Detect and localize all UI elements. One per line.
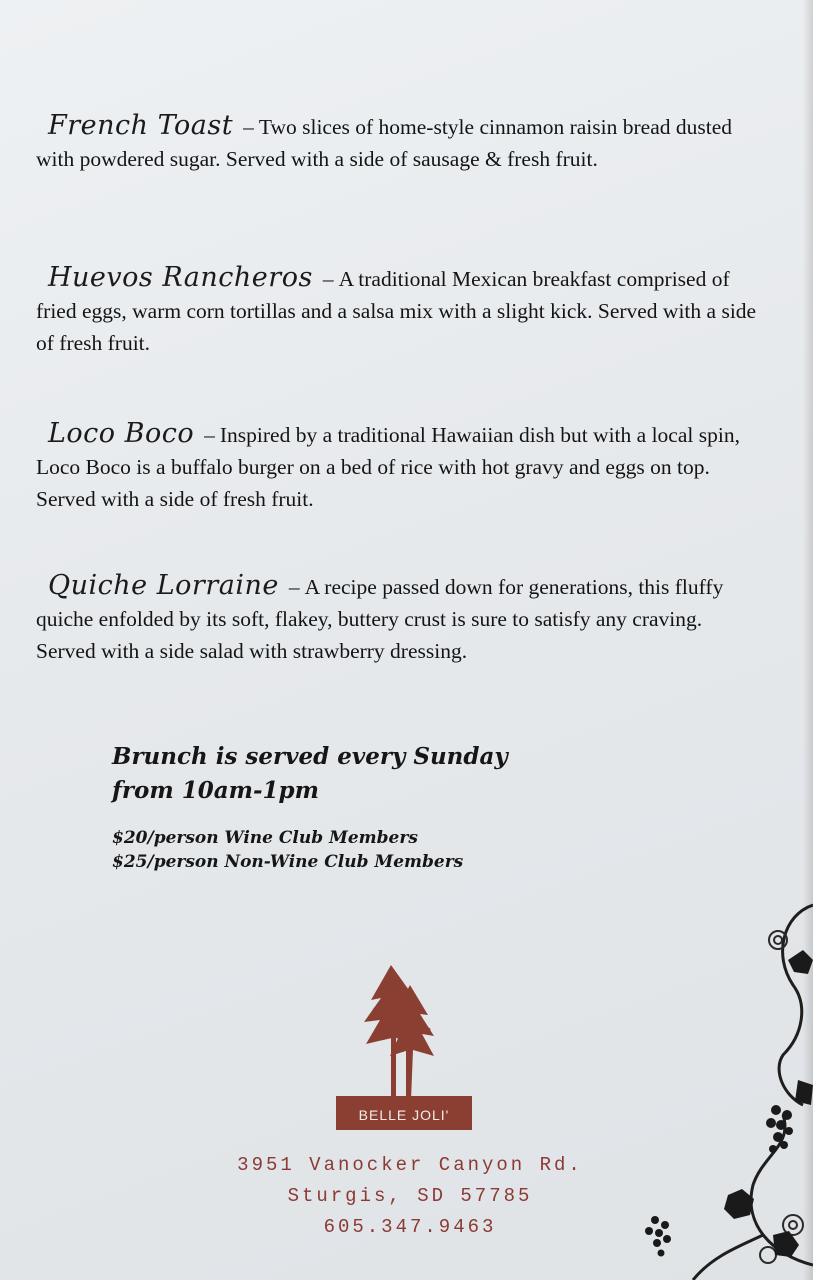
menu-item-description: Two slices of home-style cinnamon raisin bread dusted with powdered sugar. Served with a side of sausage & fresh fruit. [36,115,732,171]
menu-item-name: Loco Boco [48,418,195,449]
grapevine-icon [633,895,813,1280]
brunch-price-non-members: $25/person Non-Wine Club Members [112,852,464,872]
menu-item-french-toast [36,110,766,175]
menu-item-description: A traditional Mexican breakfast comprised of fried eggs, warm corn tortillas and a salsa mix with a slight kick. Served with a side of fresh fruit. [36,267,757,355]
separator-dash: – [204,423,215,447]
brunch-price-members: $20/person Wine Club Members [112,828,418,848]
menu-item-name: Quiche Lorraine [48,570,279,601]
menu-item-description: A recipe passed down for generations, this fluffy quiche enfolded by its soft, flakey, buttery crust is sure to satisfy any craving. Served with a side salad with strawberry dressing. [36,575,724,663]
winery-logo [336,960,472,1132]
menu-item-name: Huevos Rancheros [48,262,313,293]
menu-item-description: Inspired by a traditional Hawaiian dish but with a local spin, Loco Boco is a buffalo burger on a bed of rice with hot gravy and eggs on top. Served with a side of fresh fruit. [36,423,740,511]
menu-item-loco-boco [36,418,766,515]
menu-item-quiche-lorraine [36,570,766,667]
brunch-schedule-line-2: from 10am-1pm [112,777,319,804]
brunch-schedule-line-1: Brunch is served every Sunday [112,743,508,770]
separator-dash: – [243,115,254,139]
logo-text: BELLE JOLI' [336,1100,472,1130]
winery-address [170,1150,650,1243]
menu-item-huevos-rancheros [36,262,766,359]
address-phone: 605.347.9463 [323,1216,497,1238]
separator-dash: – [322,267,334,291]
tree-logo-icon [336,960,472,1100]
address-city: Sturgis, SD 57785 [287,1185,533,1207]
address-street: 3951 Vanocker Canyon Rd. [237,1154,583,1176]
brunch-info [112,740,508,874]
separator-dash: – [288,575,300,599]
menu-item-name: French Toast [48,110,234,141]
